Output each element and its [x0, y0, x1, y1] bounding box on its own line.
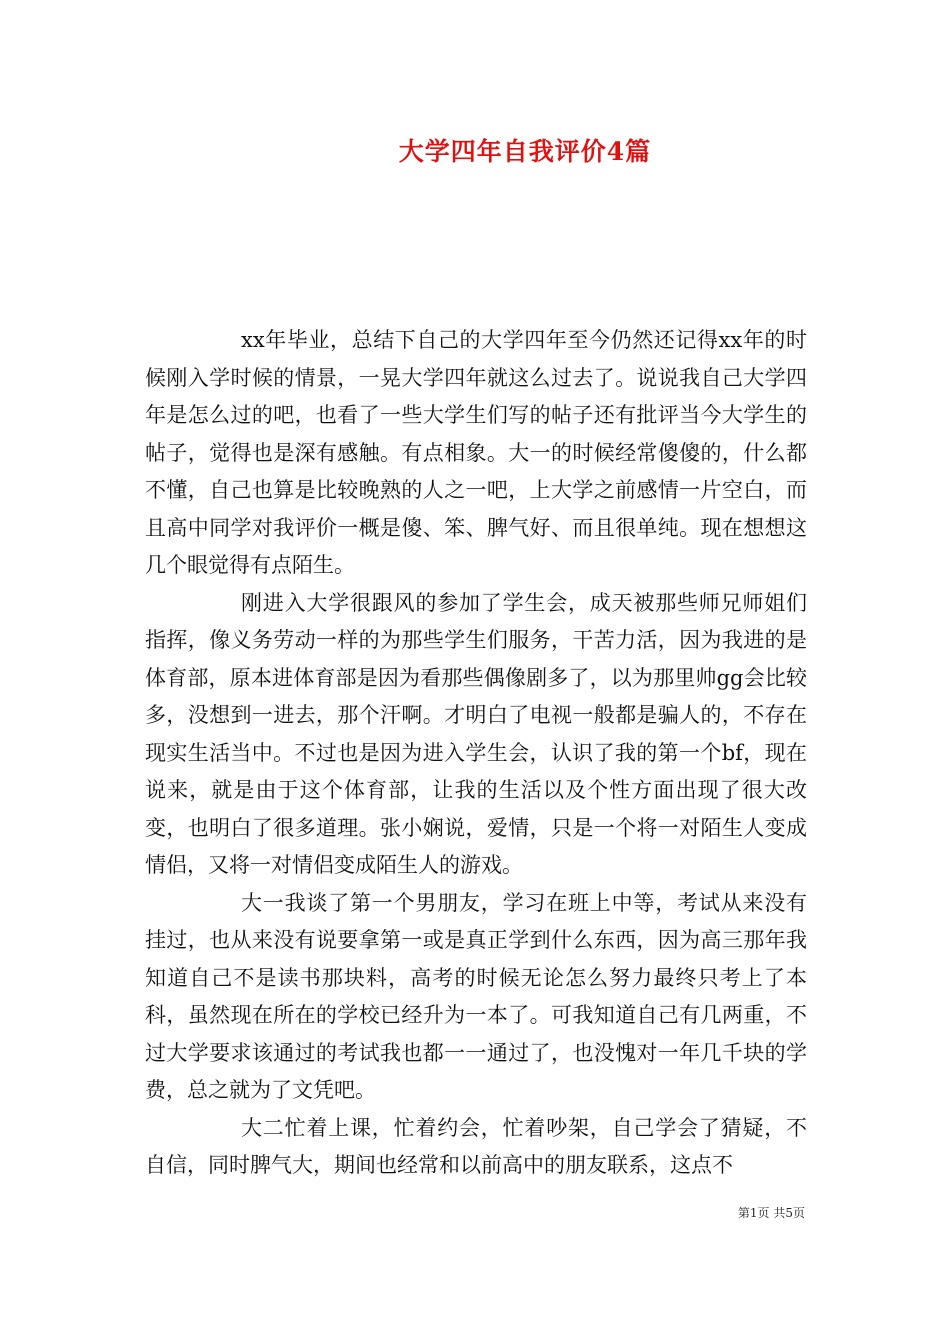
paragraph: 大一我谈了第一个男朋友，学习在班上中等，考试从来没有挂过，也从来没有说要拿第一或是真正学到什么东西，因为高三那年我知道自己不是读书那块料，高考的时候无论怎么努力最终只考上了本科，虽然现在所在的学校已经升为一本了。可我知道自己有几两重，不过大学要求该通过的考试我也都一一通过了，也没愧对一年几千块的学费，总之就为了文凭吧。: [145, 890, 807, 1102]
paragraph: 大二忙着上课，忙着约会，忙着吵架，自己学会了猜疑，不自信，同时脾气大，期间也经常和以前高中的朋友联系，这点不: [145, 1115, 807, 1177]
document-body: [145, 322, 807, 1185]
document-title: 大学四年自我评价4篇: [398, 137, 652, 166]
paragraph: 刚进入大学很跟风的参加了学生会，成天被那些师兄师姐们指挥，像义务劳动一样的为那些学生们服务，干苦力活，因为我进的是体育部，原本进体育部是因为看那些偶像剧多了，以为那里帅gg会比较多，没想到一进去，那个汗啊。才明白了电视一般都是骗人的，不存在现实生活当中。不过也是因为进入学生会，认识了我的第一个bf，现在说来，就是由于这个体育部，让我的生活以及个性方面出现了很大改变，也明白了很多道理。张小娴说，爱情，只是一个将一对陌生人变成情侣，又将一对情侣变成陌生人的游戏。: [145, 590, 807, 877]
paragraph: xx年毕业，总结下自己的大学四年至今仍然还记得xx年的时候刚入学时候的情景，一晃大学四年就这么过去了。说说我自己大学四年是怎么过的吧，也看了一些大学生们写的帖子还有批评当今大学生的帖子，觉得也是深有感触。有点相象。大一的时候经常傻傻的，什么都不懂，自己也算是比较晚熟的人之一吧，上大学之前感情一片空白，而且高中同学对我评价一概是傻、笨、脾气好、而且很单纯。现在想想这几个眼觉得有点陌生。: [145, 328, 807, 577]
page-number-footer: 第1页 共5页: [737, 1206, 805, 1220]
